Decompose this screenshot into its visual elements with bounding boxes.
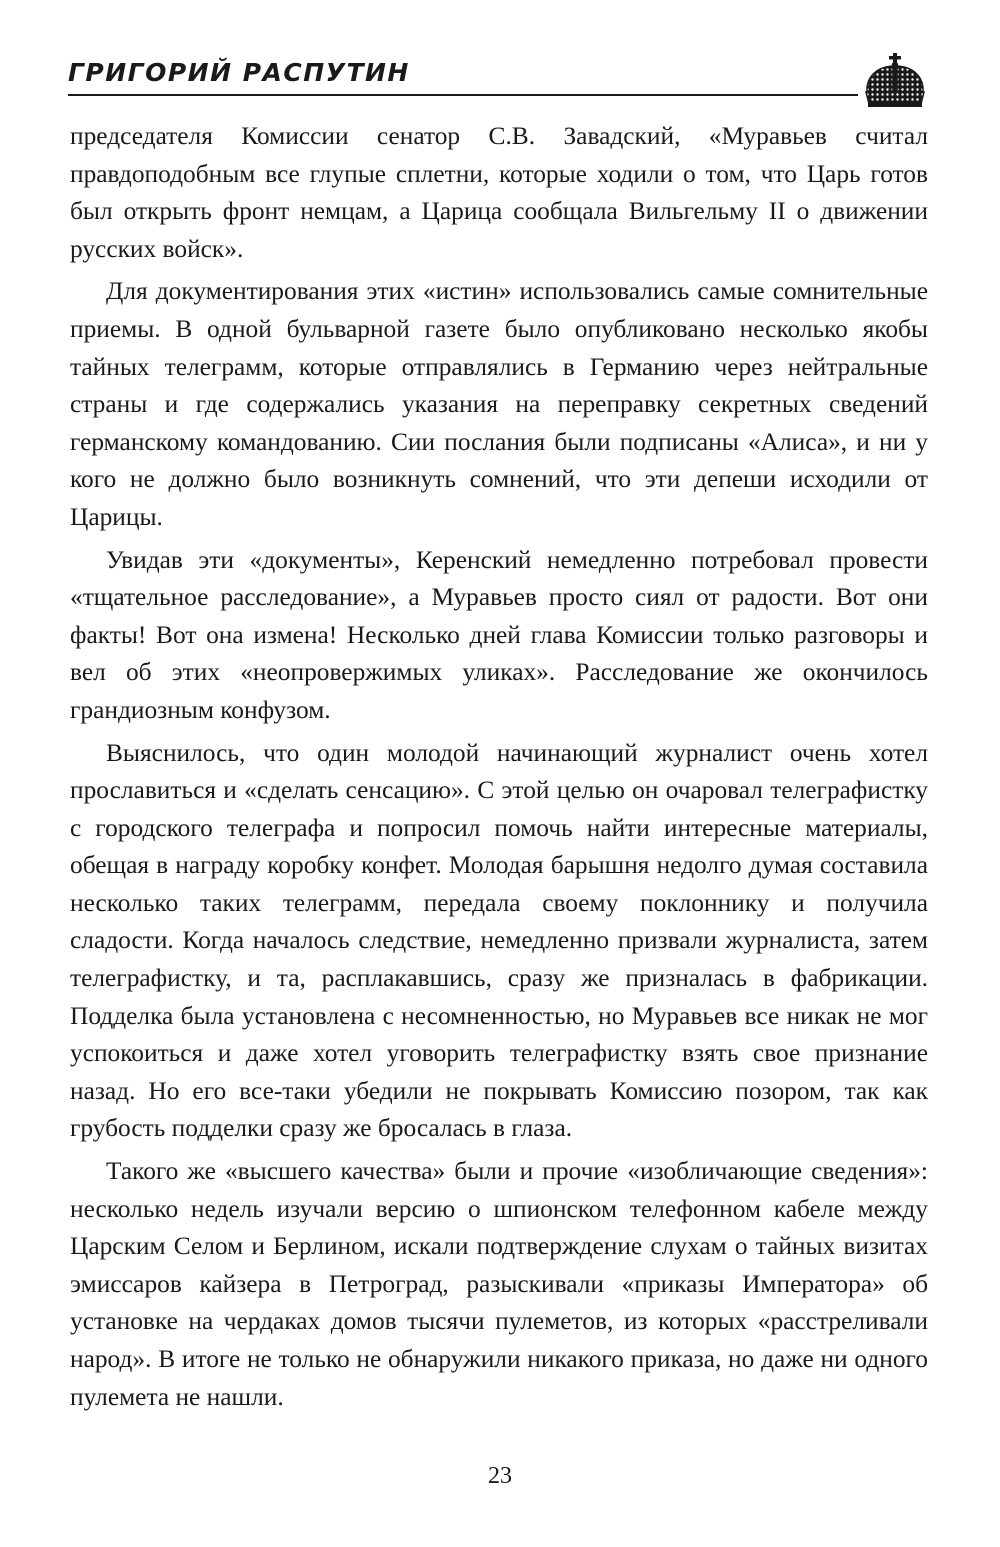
paragraph: Выяснилось, что один молодой начинающий журналист очень хотел прославиться и «сделать сенсацию». С этой целью он очаровал телеграфистку с городского телеграфа и попросил помочь найти интересные материалы, обещая в награду коробку конфет. Молодая барышня недолго думая составила несколько таких телеграмм, передала своему поклоннику и получила сладости. Когда началось следствие, немедленно призвали журналиста, затем телеграфистку, и та, расплакавшись, сразу же призналась в фабрикации. Подделка была установлена с несомненностью, но Муравьев все никак не мог успокоиться и даже хотел уговорить телеграфистку взять свое признание назад. Но его все-таки убедили не покрывать Комиссию позором, так как грубость подделки сразу же бросалась в глаза. xyxy=(70,738,928,1143)
page-header xyxy=(68,52,930,114)
body-text xyxy=(70,118,928,1416)
imperial-crown-icon xyxy=(860,52,930,112)
header-rule xyxy=(68,94,858,96)
paragraph: Для документирования этих «истин» использовались самые сомнительные приемы. В одной бульварной газете было опубликовано несколько якобы тайных телеграмм, которые отправлялись в Германию через нейтральные страны и где содержались указания на переправку секретных сведений германскому командованию. Сии послания были подписаны «Алиса», и ни у кого не должно было возникнуть сомнений, что эти депеши исходили от Царицы. xyxy=(70,277,928,531)
paragraph: Увидав эти «документы», Керенский немедленно потребовал провести «тщательное расследование», а Муравьев просто сиял от радости. Вот они факты! Вот она измена! Несколько дней глава Комиссии только разговоры и вел об этих «неопровержимых уликах». Расследование же окончилось грандиозным конфузом. xyxy=(70,545,928,724)
page-number: 23 xyxy=(488,1463,512,1489)
paragraph: председателя Комиссии сенатор С.В. Завадский, «Муравьев считал правдоподобным все глупые сплетни, которые ходили о том, что Царь готов был открыть фронт немцам, а Царица сообщала Вильгельму II о движении русских войск». xyxy=(70,122,928,263)
paragraph: Такого же «высшего качества» были и прочие «изобличающие сведения»: несколько недель изучали версию о шпионском телефонном кабеле между Царским Селом и Берлином, искали подтверждение слухам о тайных визитах эмиссаров кайзера в Петроград, разыскивали «приказы Императора» об установке на чердаках домов тысячи пулеметов, из которых «расстреливали народ». В итоге не только не обнаружили никакого приказа, но даже ни одного пулемета не нашли. xyxy=(70,1157,928,1411)
running-title: ГРИГОРИЙ РАСПУТИН xyxy=(68,58,410,87)
